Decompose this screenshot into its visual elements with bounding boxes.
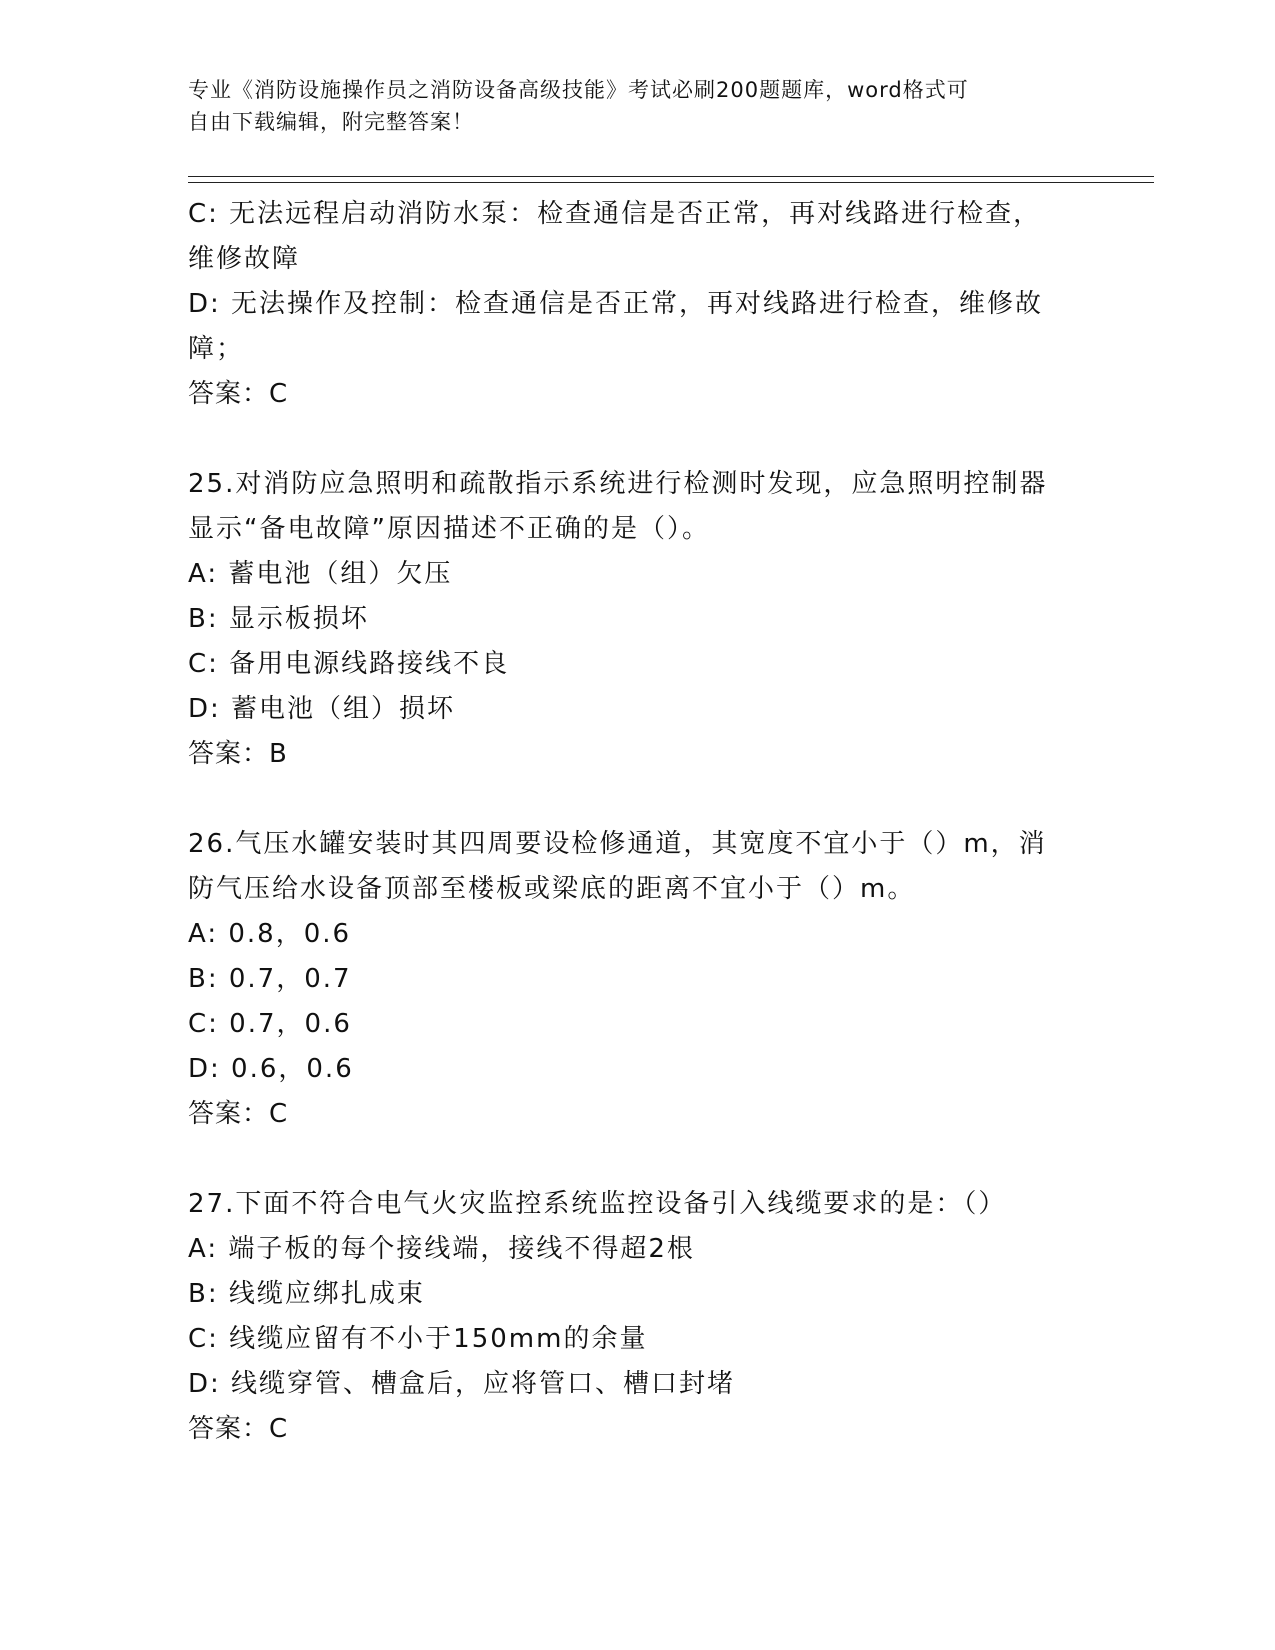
option-a: A: 端子板的每个接线端，接线不得超2根 bbox=[188, 1234, 695, 1264]
question-stem-line-1: 25.对消防应急照明和疏散指示系统进行检测时发现，应急照明控制器 bbox=[188, 469, 1048, 499]
option-a: A: 0.8，0.6 bbox=[188, 919, 352, 949]
question-stem-line-1: 27.下面不符合电气火灾监控系统监控设备引入线缆要求的是：（） bbox=[188, 1189, 1007, 1219]
option-d-line-1: D: 无法操作及控制：检查通信是否正常，再对线路进行检查，维修故 bbox=[188, 289, 1044, 319]
option-c: C: 线缆应留有不小于150mm的余量 bbox=[188, 1324, 648, 1354]
header-divider-bottom bbox=[188, 182, 1154, 183]
answer: 答案：C bbox=[188, 379, 289, 409]
question-list bbox=[188, 192, 1088, 1452]
answer: 答案：B bbox=[188, 739, 288, 769]
option-d: D: 0.6，0.6 bbox=[188, 1054, 354, 1084]
header-divider-top bbox=[188, 176, 1154, 177]
option-d: D: 线缆穿管、槽盒后，应将管口、槽口封堵 bbox=[188, 1369, 736, 1399]
question-24-continued bbox=[188, 192, 1088, 417]
question-26 bbox=[188, 822, 1088, 1137]
option-c-line-1: C: 无法远程启动消防水泵：检查通信是否正常，再对线路进行检查， bbox=[188, 199, 1042, 229]
option-b: B: 0.7，0.7 bbox=[188, 964, 352, 994]
answer: 答案：C bbox=[188, 1099, 289, 1129]
option-c: C: 备用电源线路接线不良 bbox=[188, 649, 510, 679]
spacer bbox=[188, 417, 1088, 462]
option-b: B: 线缆应绑扎成束 bbox=[188, 1279, 425, 1309]
spacer bbox=[188, 777, 1088, 822]
option-c: C: 0.7，0.6 bbox=[188, 1009, 352, 1039]
answer: 答案：C bbox=[188, 1414, 289, 1444]
question-stem-line-2: 显示“备电故障”原因描述不正确的是（）。 bbox=[188, 514, 710, 544]
question-27 bbox=[188, 1182, 1088, 1452]
document-header bbox=[188, 74, 1068, 138]
option-c-line-2: 维修故障 bbox=[188, 244, 301, 274]
header-line-1: 专业《消防设施操作员之消防设备高级技能》考试必刷200题题库，word格式可 bbox=[188, 78, 969, 102]
option-a: A: 蓄电池（组）欠压 bbox=[188, 559, 453, 589]
option-d-line-2: 障； bbox=[188, 334, 245, 364]
question-stem-line-1: 26.气压水罐安装时其四周要设检修通道，其宽度不宜小于（）m，消 bbox=[188, 829, 1047, 859]
option-d: D: 蓄电池（组）损坏 bbox=[188, 694, 456, 724]
option-b: B: 显示板损坏 bbox=[188, 604, 369, 634]
question-stem-line-2: 防气压给水设备顶部至楼板或梁底的距离不宜小于（）m。 bbox=[188, 874, 916, 904]
question-25 bbox=[188, 462, 1088, 777]
header-line-2: 自由下载编辑，附完整答案！ bbox=[188, 110, 474, 134]
spacer bbox=[188, 1137, 1088, 1182]
